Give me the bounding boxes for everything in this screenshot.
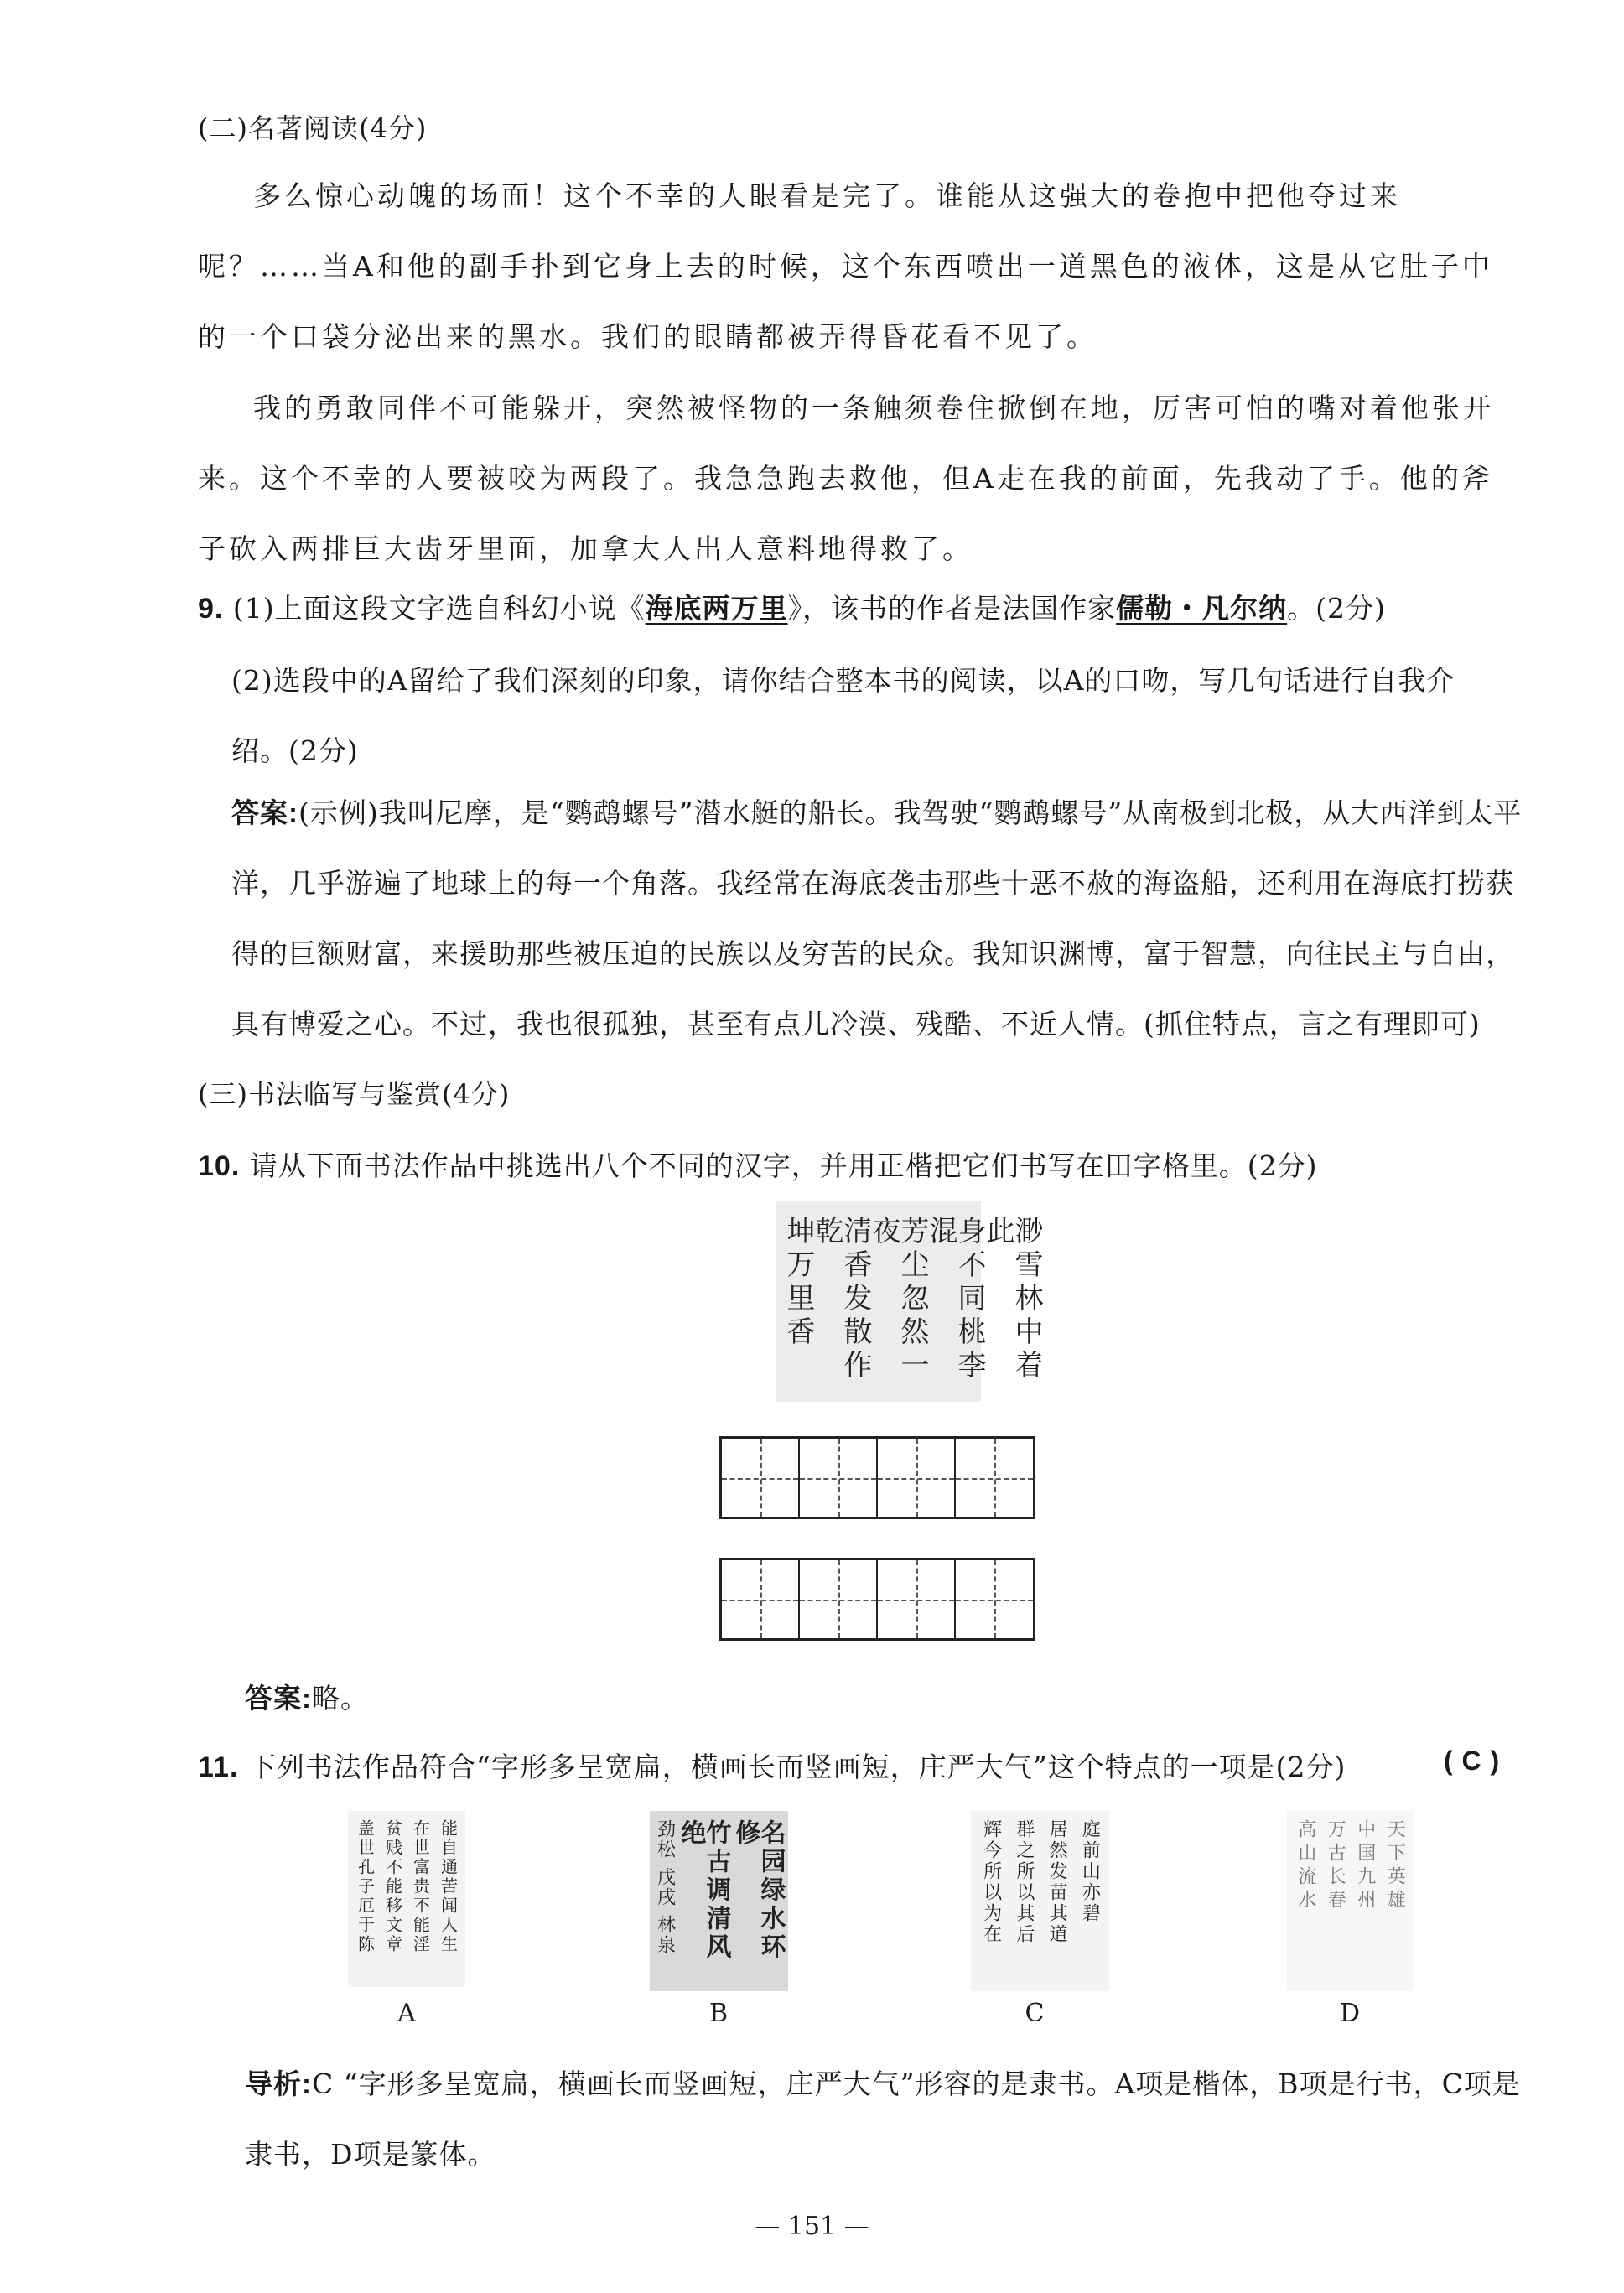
writing-cell[interactable] <box>800 1439 878 1517</box>
calligraphy-column: 在世富贵不能淫 <box>410 1819 431 1954</box>
calligraphy-column: 辉今所以为在 <box>980 1819 1002 1945</box>
calligraphy-column: 中国九州 <box>1354 1819 1376 1913</box>
tianzige-row-1 <box>719 1436 1035 1519</box>
question-9-part1-mid: 》，该书的作者是法国作家 <box>787 592 1117 625</box>
question-9-part1-suffix: 。(2分) <box>1287 592 1386 625</box>
calligraphy-column: 芳尘忽然一夜 <box>867 1216 929 1383</box>
section-title-reading: (二)名著阅读(4分) <box>198 112 428 144</box>
question-9-answer <box>231 778 1527 1060</box>
calligraphy-column: 居然发苗其道 <box>1046 1819 1068 1945</box>
option-a-label: A <box>397 1999 416 2028</box>
question-11-number: 11. <box>198 1751 239 1783</box>
question-10-number: 10. <box>198 1150 241 1182</box>
section-title-calligraphy: (三)书法临写与鉴赏(4分) <box>198 1078 511 1110</box>
calligraphy-column: 盖世孔子厄于陈 <box>355 1819 376 1954</box>
answer-label: 答案: <box>245 1683 312 1714</box>
calligraphy-column: 渺雪林中着此 <box>981 1216 1043 1383</box>
option-c-artwork <box>971 1811 1109 1991</box>
passage-paragraph-1: 多么惊心动魄的场面！这个不幸的人眼看是完了。谁能从这强大的卷抱中把他夺过来呢？……当A和他的副手扑到它身上去的时候，这个东西喷出一道黑色的液体，这是从它肚子中的一个口袋分泌出来的黑水。我们的眼睛都被弄得昏花看不见了。 <box>198 179 1493 353</box>
writing-cell[interactable] <box>722 1560 800 1638</box>
writing-cell[interactable] <box>878 1439 956 1517</box>
writing-cell[interactable] <box>956 1560 1033 1638</box>
question-11 <box>198 1746 1346 1785</box>
question-9-answer-text: (示例)我叫尼摩，是“鹦鹉螺号”潜水艇的船长。我驾驶“鹦鹉螺号”从南极到北极，从大西洋到太平洋，几乎游遍了地球上的每一个角落。我经常在海底袭击那些十恶不赦的海盗船，还利用在海底打捞获得的巨额财富，来援助那些被压迫的民族以及穷苦的民众。我知识渊博，富于智慧，向往民主与自由，具有博爱之心。不过，我也很孤独，甚至有点儿冷漠、残酷、不近人情。(抓住特点，言之有理即可) <box>231 796 1523 1040</box>
writing-cell[interactable] <box>800 1560 878 1638</box>
question-10-answer <box>245 1677 369 1716</box>
calligraphy-column: 天下英雄 <box>1384 1819 1406 1913</box>
calligraphy-artwork <box>776 1201 1043 1402</box>
passage-paragraph-2: 我的勇敢同伴不可能躲开，突然被怪物的一条触须卷住掀倒在地，厉害可怕的嘴对着他张开来。这个不幸的人要被咬为两段了。我急急跑去救他，但A走在我的前面，先我动了手。他的斧子砍入两排巨大齿牙里面，加拿大人出人意料地得救了。 <box>198 392 1494 565</box>
question-11-analysis-text: C “字形多呈宽扁，横画长而竖画短，庄严大气”形容的是隶书。A项是楷体，B项是行书，C项是隶书，D项是篆体。 <box>245 2067 1521 2171</box>
question-11-analysis <box>245 2049 1528 2190</box>
option-a-artwork <box>348 1811 465 1987</box>
option-d-artwork <box>1287 1811 1413 1991</box>
question-9-part1-prefix: (1)上面这段文字选自科幻小说《 <box>232 592 646 625</box>
tianzige-row-2 <box>719 1558 1035 1641</box>
calligraphy-column: 坤万里香 <box>781 1216 815 1350</box>
option-d-label: D <box>1339 1999 1361 2028</box>
calligraphy-column: 能自通苦闻人生 <box>438 1819 459 1954</box>
author-answer: 儒勒・凡尔纳 <box>1116 593 1288 624</box>
question-10-text: 请从下面书法作品中挑选出八个不同的汉字，并用正楷把它们书写在田字格里。(2分) <box>249 1149 1318 1182</box>
question-10-answer-text: 略。 <box>312 1682 369 1715</box>
calligraphy-column: 名园绿水环修 <box>730 1819 786 1962</box>
question-9-number: 9. <box>198 593 224 625</box>
option-c-label: C <box>1025 1999 1045 2028</box>
analysis-label: 导析: <box>245 2068 312 2099</box>
calligraphy-column: 高山流水 <box>1295 1819 1316 1913</box>
question-9-part-1 <box>198 587 1386 626</box>
question-11-text: 下列书法作品符合“字形多呈宽扁，横画长而竖画短，庄严大气”这个特点的一项是(2分) <box>247 1751 1346 1783</box>
page-number: — 151 — <box>755 2212 869 2241</box>
book-title-answer: 海底两万里 <box>645 593 788 624</box>
answer-label: 答案: <box>231 797 298 828</box>
question-9-part-2-line-1: (2)选段中的A留给了我们深刻的印象，请你结合整本书的阅读，以A的口吻，写几句话进行自我介 <box>231 664 1455 697</box>
writing-cell[interactable] <box>878 1560 956 1638</box>
writing-cell[interactable] <box>956 1439 1033 1517</box>
calligraphy-column: 劲松 戊戌 林泉 <box>654 1819 676 1955</box>
question-9-part-2-line-2: 绍。(2分) <box>231 734 359 767</box>
question-10 <box>198 1144 1318 1184</box>
calligraphy-column: 群之所以其后 <box>1013 1819 1035 1945</box>
option-b-label: B <box>708 1999 729 2028</box>
option-b-artwork <box>650 1811 788 1991</box>
calligraphy-column: 清香发散作乾 <box>810 1216 872 1383</box>
calligraphy-column: 竹古调清风绝 <box>676 1819 731 1962</box>
calligraphy-column: 万古长春 <box>1325 1819 1346 1913</box>
question-11-answer-bracket: ( C ) <box>1444 1746 1501 1776</box>
calligraphy-column: 身不同桃李混 <box>924 1216 986 1383</box>
calligraphy-column: 庭前山亦碧 <box>1079 1819 1101 1924</box>
calligraphy-column: 贫贱不能移文章 <box>382 1819 403 1954</box>
writing-cell[interactable] <box>722 1439 800 1517</box>
